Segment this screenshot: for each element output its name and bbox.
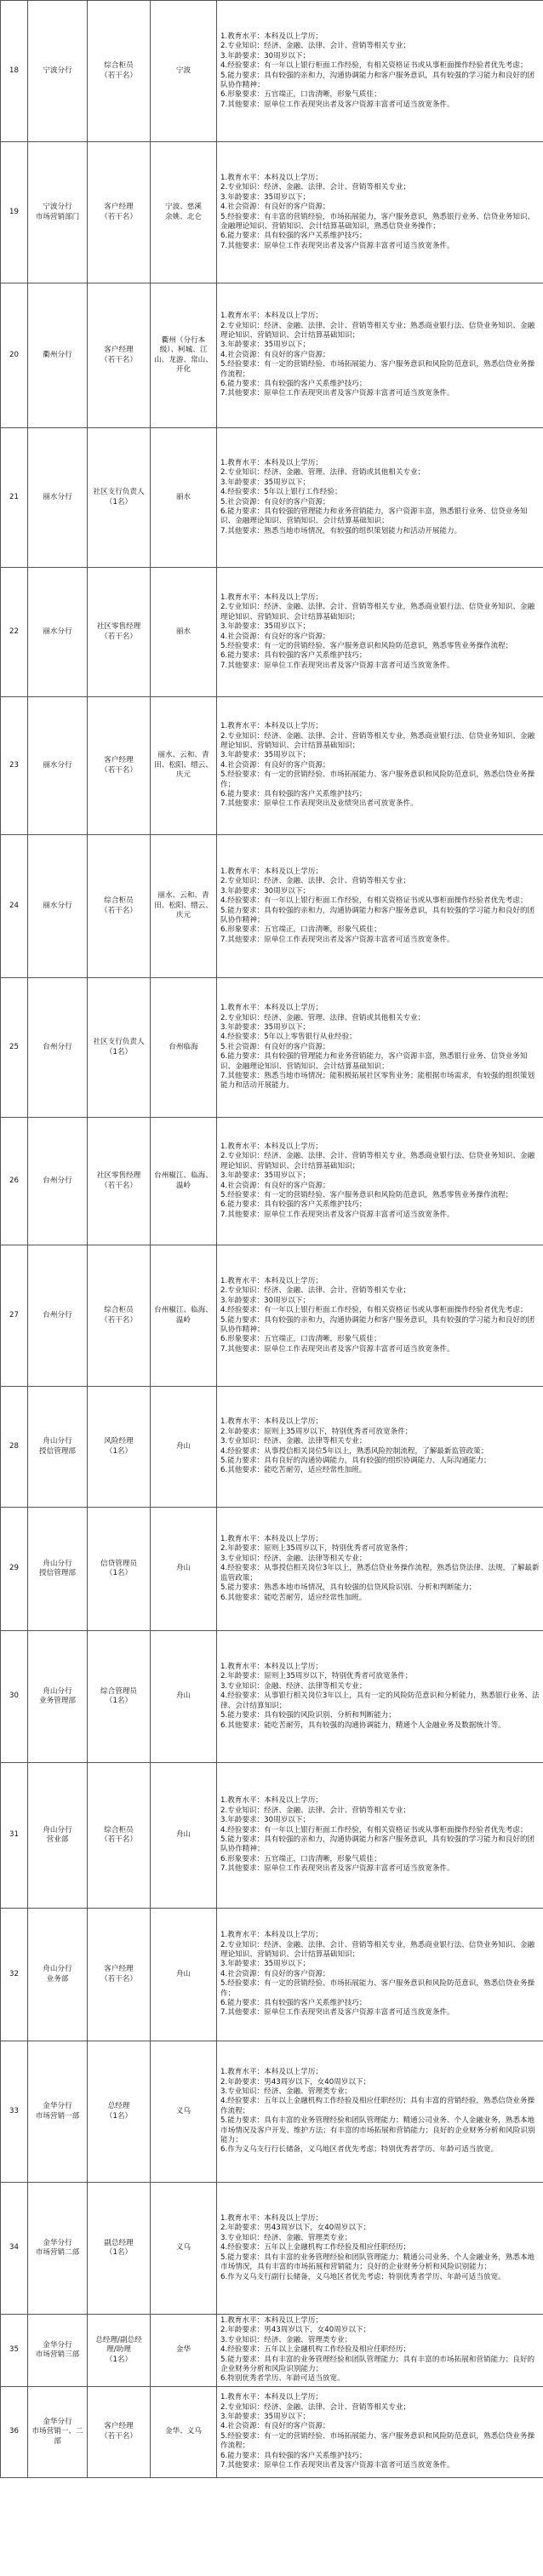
requirement-item: 3.年龄要求：30周岁以下；	[220, 51, 311, 60]
row-number: 19	[1, 142, 28, 283]
table-row	[1, 2386, 543, 2477]
requirement-item: 2.专业知识：经济、金融、管理、法律、营销或其他相关专业；	[220, 468, 426, 478]
work-location: 丽水、云和、青田、松阳、缙云、庆元	[151, 835, 217, 978]
requirement-item: 4.社会资源：有良好的客户资源；	[220, 760, 330, 770]
requirement-item: 5.能力要求：具有较强的风险识别、分析和判断能力；	[220, 1711, 396, 1720]
requirement-item: 1.教育水平：本科及以上学历；	[220, 1004, 323, 1013]
requirement-item: 5.能力要求：具有较强的亲和力，沟通协调能力和客户服务意识，具有较强的学习能力和良好的团队协作精神；	[220, 71, 535, 89]
requirement-item: 2.专业知识：经济、金融、法律、会计、营销等相关专业，熟悉商业银行法、信贷业务知识、金融理论知识、营销知识、会计结算基础知识；	[220, 603, 535, 621]
requirement-item: 1.教育水平：本科及以上学历；	[220, 2393, 323, 2402]
row-number: 21	[1, 428, 28, 568]
branch-name: 金华分行 市场营销一、二部	[28, 2386, 88, 2477]
requirements-cell	[217, 283, 543, 428]
requirement-item: 6.能力要求：具有较强的客户关系维护技巧；	[220, 1999, 367, 2008]
table-row	[1, 283, 543, 428]
requirement-item: 5.能力要求：具有较强的亲和力，沟通协调能力和客户服务意识，具有较强的学习能力和良好的团队协作精神；	[220, 1835, 535, 1854]
requirement-item: 1.教育水平：本科及以上学历；	[220, 1663, 323, 1672]
requirement-item: 2.专业知识：经济、金融、法律、会计、营销等相关专业；	[220, 1286, 411, 1296]
position-title: 客户经理 （若干名）	[88, 2386, 151, 2477]
requirement-item: 4.经验要求：5年以上银行工作经验；	[220, 488, 342, 497]
requirement-item: 1.教育水平：本科及以上学历；	[220, 1417, 323, 1427]
requirement-item: 3.年龄要求：35周岁以下；	[220, 751, 311, 760]
branch-name: 台州分行	[28, 978, 88, 1118]
requirement-item: 6.其他要求：能吃苦耐劳，适应经常性加班。	[220, 1593, 367, 1602]
requirement-item: 4.经验要求：有一年以上银行柜面工作经验，有相关资格证书或从事柜面操作经验者优先考虑；	[220, 1306, 528, 1315]
requirements-cell	[217, 1508, 543, 1631]
branch-name: 金华分行 市场营销三部	[28, 2315, 88, 2387]
position-title: 总经理/副总经理/助理 （1名）	[88, 2315, 151, 2387]
work-location: 金华、义乌	[151, 2386, 217, 2477]
requirement-item: 4.经验要求：有一年以上银行柜面工作经验，有相关资格证书或从事柜面操作经验者优先考虑；	[220, 896, 528, 906]
requirement-item: 4.社会资源：有良好的客户资源；	[220, 1969, 330, 1978]
position-title: 综合柜员 （若干名）	[88, 1245, 151, 1387]
requirement-item: 2.专业知识：经济、金融、法律、会计、营销等相关专业，熟悉商业银行法、信贷业务知识、金融理论知识、营销知识、会计结算基础知识；	[220, 1940, 535, 1959]
requirement-item: 1.教育水平：本科及以上学历；	[220, 458, 323, 467]
work-location: 丽水、云和、青田、松阳、缙云、庆元	[151, 697, 217, 835]
requirement-item: 4.经验要求：五年以上金融机构工作经验及相应任职经历；	[220, 2345, 411, 2355]
requirement-item: 2.专业知识：经济、金融、法律、会计、营销等相关专业，熟悉商业银行法、信贷业务知识、金融理论知识、营销知识、会计结算基础知识；	[220, 731, 535, 750]
branch-name: 丽水分行	[28, 697, 88, 835]
requirement-item: 6.其他要求：能吃苦耐劳，具有较强的沟通协调能力，精通个人金融业务及数据统计等。	[220, 1720, 506, 1730]
position-title: 社区零售经理 （若干名）	[88, 568, 151, 697]
requirement-item: 5.经验要求：有一定的营销经验、客户服务意识和风险防范意识，熟悉零售业务操作流程；	[220, 641, 513, 650]
row-number: 31	[1, 1763, 28, 1909]
recruitment-table-body	[1, 1, 543, 2478]
requirement-item: 6.能力要求：具有较强的管理能力和业务营销能力，客户资源丰富，熟悉银行业务、信贷业务知识、金融理论知识、营销知识、会计结算基础知识；	[220, 1052, 528, 1071]
requirement-item: 7.其他要求：原单位工作表现突出者及客户资源丰富者可适当放宽条件。	[220, 389, 454, 398]
requirement-item: 4.经验要求：从事授信相关岗位3年以上，熟悉信贷业务操作流程，熟悉信贷法律、法规，了解最新监管政策；	[220, 1564, 540, 1583]
work-location: 宁波	[151, 1, 217, 142]
requirement-item: 4.经验要求：从事授信相关岗位5年以上，熟悉风险控制流程，了解最新监管政策；	[220, 1446, 489, 1456]
requirement-item: 1.教育水平：本科及以上学历；	[220, 1931, 323, 1940]
work-location: 台州临海	[151, 978, 217, 1118]
requirements-cell	[217, 1118, 543, 1245]
requirement-item: 2.专业知识：经济、金融、管理、法律、营销或其他相关专业；	[220, 1013, 426, 1022]
requirement-item: 2.年龄要求：男43周岁以下，女40周岁以下；	[220, 2224, 371, 2233]
row-number: 36	[1, 2386, 28, 2477]
requirements-cell	[217, 2183, 543, 2315]
requirement-item: 7.其他要求：原单位工作表现突出者及客户资源丰富者可适当放宽条件。	[220, 2461, 454, 2470]
requirement-item: 6.形象要求：五官端正，口齿清晰，形象气质佳；	[220, 90, 381, 100]
requirement-item: 6.能力要求：具有较强的客户关系维护技巧；	[220, 380, 367, 389]
work-location: 舟山	[151, 1631, 217, 1763]
work-location: 丽水	[151, 428, 217, 568]
position-title: 总经理 （1名）	[88, 2041, 151, 2183]
requirement-item: 3.年龄要求：30周岁以下；	[220, 886, 311, 896]
requirement-item: 3.专业知识：经济、金融、法律等相关专业；	[220, 1437, 367, 1446]
requirement-item: 7.其他要求：熟悉当地市场情况；能积极拓展社区零售业务；能根据市场需求，有较强的组织策划能力和活动开展能力。	[220, 1072, 535, 1091]
branch-name: 丽水分行	[28, 428, 88, 568]
requirement-item: 5.能力要求：具有良好的沟通协调能力，具有较强的组织协调能力、人际沟通能力；	[220, 1456, 491, 1465]
work-location: 宁波、慈溪 余姚、北仑	[151, 142, 217, 283]
requirement-item: 5.能力要求：具有丰富的业务管理经验和团队管理能力；精通公司业务、个人金融业务，熟悉本地市场情况，具有丰富的市场拓展和营销能力；良好的企业财务分析和风险识别能力；	[220, 2253, 535, 2272]
table-row	[1, 142, 543, 283]
branch-name: 金华分行 市场营销一部	[28, 2041, 88, 2183]
requirement-item: 6.作为义乌支行副行长储备，义乌地区者优先考虑；特别优秀者学历、年龄可适当放宽。	[220, 2272, 506, 2281]
branch-name: 宁波分行	[28, 1, 88, 142]
branch-name: 丽水分行	[28, 568, 88, 697]
requirement-item: 6.能力要求：具有较强的客户关系维护技巧；	[220, 651, 367, 661]
table-row	[1, 2315, 543, 2387]
branch-name: 宁波分行 市场营销部门	[28, 142, 88, 283]
requirement-item: 4.经验要求：有一年以上银行柜面工作经验，有相关资格证书或从事柜面操作经验者优先考虑；	[220, 61, 528, 71]
requirement-item: 5.经验要求：有丰富的营销经验，市场拓展能力，客户服务意识，熟悉银行业务、信贷业务知识、金融理论知识、营销知识、会计结算基础知识，熟悉信贷业务操作；	[220, 212, 535, 231]
requirements-cell	[217, 1387, 543, 1508]
requirement-item: 7.其他要求：原单位工作表现突出及业绩突出者可放宽条件。	[220, 799, 418, 809]
requirement-item: 2.专业知识：经济、金融、法律、会计、营销等相关专业；	[220, 2402, 411, 2412]
requirement-item: 5.能力要求：具有丰富的业务管理经验和团队管理能力；精通公司业务、个人金融业务，熟悉本地市场情况及客户开发、维护方法；有丰富的市场拓展和营销能力；良好的企业财务分析和风险识别能力；	[220, 2116, 535, 2145]
branch-name: 金华分行 市场营销二部	[28, 2183, 88, 2315]
requirement-item: 4.经验要求：从事银行相关岗位3年以上，具有一定的风险防范意识和分析能力，熟悉银行业务、法律、会计结算知识；	[220, 1692, 540, 1710]
requirement-item: 5.社会资源：有良好的客户资源；	[220, 497, 330, 507]
requirement-item: 3.年龄要求：35周岁以下；	[220, 622, 311, 632]
work-location: 舟山	[151, 1508, 217, 1631]
row-number: 26	[1, 1118, 28, 1245]
work-location: 舟山	[151, 1763, 217, 1909]
requirements-cell	[217, 1763, 543, 1909]
requirement-item: 4.经验要求：有一年以上银行柜面工作经验，有相关资格证书或从事柜面操作经验者优先考虑；	[220, 1825, 528, 1835]
requirement-item: 1.教育水平：本科及以上学历；	[220, 312, 323, 321]
requirement-item: 2.年龄要求：原则上35周岁以下，特别优秀者可放宽条件；	[220, 1427, 413, 1436]
position-title: 综合柜员 （若干名）	[88, 835, 151, 978]
work-location: 台州椒江、临海、温岭	[151, 1118, 217, 1245]
requirements-cell	[217, 697, 543, 835]
table-row	[1, 568, 543, 697]
table-row	[1, 1508, 543, 1631]
requirement-item: 3.年龄要求：35周岁以下；	[220, 2413, 311, 2422]
requirement-item: 4.社会资源：有良好的客户资源；	[220, 2422, 330, 2431]
row-number: 34	[1, 2183, 28, 2315]
requirement-item: 3.年龄要求：35周岁以下；	[220, 192, 311, 202]
requirement-item: 5.经验要求：有一定的营销经验、客户服务意识和风险防范意识，熟悉零售业务操作流程；	[220, 1190, 513, 1199]
requirement-item: 5.社会资源：有良好的客户资源；	[220, 1042, 330, 1051]
position-title: 信贷管理员 （1名）	[88, 1508, 151, 1631]
work-location: 金华	[151, 2315, 217, 2387]
row-number: 27	[1, 1245, 28, 1387]
table-row	[1, 2183, 543, 2315]
requirement-item: 1.教育水平：本科及以上学历；	[220, 592, 323, 602]
table-row	[1, 978, 543, 1118]
table-row	[1, 697, 543, 835]
requirement-item: 3.年龄要求：35周岁以下；	[220, 478, 311, 487]
work-location: 舟山	[151, 1387, 217, 1508]
requirement-item: 2.专业知识：经济、金融、法律、会计、营销等相关专业；熟悉商业银行法、信贷业务知识、金融理论知识、营销知识、会计结算基础知识；	[220, 321, 535, 340]
row-number: 28	[1, 1387, 28, 1508]
requirement-item: 6.形象要求：五官端正，口齿清晰，形象气质佳；	[220, 925, 381, 935]
branch-name: 台州分行	[28, 1245, 88, 1387]
requirement-item: 4.经验要求：5年以上零售银行从业经验；	[220, 1033, 357, 1042]
requirement-item: 7.其他要求：原单位工作表现突出者及客户资源丰富者可适当放宽条件。	[220, 1344, 454, 1354]
requirement-item: 5.能力要求：具有丰富的业务管理经验和团队管理能力；具有丰富的市场拓展和营销能力；良好的企业财务分析和风险识别能力；	[220, 2355, 535, 2374]
branch-name: 台州分行	[28, 1118, 88, 1245]
position-title: 客户经理 （若干名）	[88, 1909, 151, 2041]
position-title: 综合柜员 （若干名）	[88, 1, 151, 142]
row-number: 33	[1, 2041, 28, 2183]
requirements-cell	[217, 568, 543, 697]
requirement-item: 4.经验要求：五年以上金融机构工作经验及相应任职经历；具有丰富的营销经验，熟悉信贷业务操作流程；	[220, 2097, 535, 2115]
requirement-item: 2.年龄要求：男43周岁以下，女40周岁以下；	[220, 2077, 371, 2087]
requirement-item: 2.专业知识：经济、金融、法律、会计、营销等相关专业；	[220, 877, 411, 886]
requirement-item: 1.教育水平：本科及以上学历；	[220, 31, 323, 41]
requirements-cell	[217, 835, 543, 978]
row-number: 20	[1, 283, 28, 428]
requirement-item: 1.教育水平：本科及以上学历；	[220, 1276, 323, 1285]
position-title: 客户经理 （若干名）	[88, 697, 151, 835]
requirements-cell	[217, 1245, 543, 1387]
work-location: 丽水	[151, 568, 217, 697]
position-title: 风险经理 （1名）	[88, 1387, 151, 1508]
requirement-item: 7.其他要求：原单位工作表现突出者及客户资源丰富者可适当放宽条件。	[220, 1864, 454, 1874]
requirement-item: 1.教育水平：本科及以上学历；	[220, 173, 323, 182]
branch-name: 舟山分行 授信管理部	[28, 1508, 88, 1631]
table-row	[1, 428, 543, 568]
work-location: 衢州（分行本级）、柯城、江山、龙游、常山、开化	[151, 283, 217, 428]
requirement-item: 4.社会资源：有良好的客户资源；	[220, 632, 330, 641]
requirement-item: 3.年龄要求：30周岁以下；	[220, 1296, 311, 1305]
table-row	[1, 2041, 543, 2183]
position-title: 综合柜员 （若干名）	[88, 1763, 151, 1909]
requirement-item: 2.年龄要求：原则上35周岁以下，特别优秀者可放宽条件；	[220, 1544, 413, 1554]
requirement-item: 7.其他要求：原单位工作表现突出者及客户资源丰富者可适当放宽条件。	[220, 2008, 454, 2018]
table-row	[1, 1, 543, 142]
requirement-item: 1.教育水平：本科及以上学历；	[220, 722, 323, 731]
requirement-item: 6.其他要求：能吃苦耐劳，适应经常性加班。	[220, 1466, 367, 1475]
requirement-item: 2.专业知识：经济、金融、法律、会计、营销等相关专业，熟悉商业银行法、信贷业务知识、金融理论知识、营销知识、会计结算基础知识；	[220, 1152, 535, 1171]
requirement-item: 7.其他要求：原单位工作表现突出者及客户资源丰富者可适当放宽条件。	[220, 1210, 454, 1219]
requirement-item: 7.其他要求：原单位工作表现突出者及客户资源丰富者可适当放宽条件。	[220, 241, 454, 250]
row-number: 29	[1, 1508, 28, 1631]
requirement-item: 2.专业知识：经济、金融、法律、会计、营销等相关专业；	[220, 42, 411, 51]
requirement-item: 5.经验要求：有一定的营销经验、市场拓展能力、客户服务意识和风险防范意识，熟悉信贷业务操作；	[220, 770, 535, 789]
requirement-item: 3.专业知识：经济、金融、管理类专业；	[220, 2087, 352, 2096]
requirement-item: 3.年龄要求：30周岁以下；	[220, 1816, 311, 1825]
requirement-item: 3.专业知识：经济、金融、管理类专业；	[220, 2233, 352, 2242]
table-row	[1, 1387, 543, 1508]
branch-name: 舟山分行 营业部	[28, 1763, 88, 1909]
requirement-item: 6.能力要求：具有较强的客户关系维护技巧；	[220, 2451, 367, 2460]
table-row	[1, 1631, 543, 1763]
requirement-item: 2.年龄要求：男43周岁以下，女40周岁以下；	[220, 2326, 371, 2335]
requirement-item: 3.专业知识：经济、金融、管理类专业；	[220, 2335, 352, 2344]
requirement-item: 7.其他要求：原单位工作表现突出者及客户资源丰富者可适当放宽条件。	[220, 100, 454, 109]
requirement-item: 2.年龄要求：原则上35周岁以下，特别优秀者可放宽条件；	[220, 1672, 413, 1681]
requirement-item: 3.专业知识：金融、经济、法律等相关专业；	[220, 1681, 367, 1691]
requirement-item: 7.其他要求：原单位工作表现突出者及客户资源丰富者可适当放宽条件。	[220, 661, 454, 670]
work-location: 舟山	[151, 1909, 217, 2041]
requirements-cell	[217, 2315, 543, 2387]
requirement-item: 6.能力要求：具有较强的客户关系维护技巧；	[220, 232, 367, 241]
branch-name: 丽水分行	[28, 835, 88, 978]
work-location: 义乌	[151, 2041, 217, 2183]
position-title: 社区支行负责人 （1名）	[88, 978, 151, 1118]
requirement-item: 5.经验要求：有一定的营销经验、市场拓展能力、客户服务意识和风险防范意识，熟悉信贷业务操作流程；	[220, 360, 535, 379]
requirement-item: 3.年龄要求：35周岁以下；	[220, 1171, 311, 1181]
position-title: 客户经理 （若干名）	[88, 142, 151, 283]
requirement-item: 4.社会资源：有良好的客户资源；	[220, 350, 330, 359]
requirement-item: 6.形象要求：五官端正，口齿清晰，形象气质佳；	[220, 1854, 381, 1863]
position-title: 客户经理 （若干名）	[88, 283, 151, 428]
work-location: 义乌	[151, 2183, 217, 2315]
requirements-cell	[217, 142, 543, 283]
requirement-item: 6.能力要求：具有较强的客户关系维护技巧；	[220, 790, 367, 799]
requirement-item: 2.专业知识：经济、金融、法律、会计、营销等相关专业；	[220, 183, 411, 192]
requirement-item: 5.能力要求：熟悉本地市场情况，具有较强的信贷风险识别、分析和判断能力；	[220, 1583, 477, 1593]
requirement-item: 7.其他要求：熟悉当地市场情况，有较强的组织策划能力和活动开展能力。	[220, 526, 462, 535]
requirements-cell	[217, 2041, 543, 2183]
requirement-item: 1.教育水平：本科及以上学历；	[220, 1796, 323, 1806]
row-number: 35	[1, 2315, 28, 2387]
requirement-item: 4.社会资源：有良好的客户资源；	[220, 203, 330, 212]
requirements-cell	[217, 1631, 543, 1763]
requirement-item: 1.教育水平：本科及以上学历；	[220, 2068, 323, 2077]
requirement-item: 6.特别优秀者学历、年龄可适当放宽。	[220, 2374, 345, 2384]
requirement-item: 3.年龄要求：35周岁以下；	[220, 341, 311, 350]
position-title: 社区支行负责人 （1名）	[88, 428, 151, 568]
position-title: 副总经理 （1名）	[88, 2183, 151, 2315]
row-number: 25	[1, 978, 28, 1118]
branch-name: 舟山分行 业务部	[28, 1909, 88, 2041]
requirement-item: 6.能力要求：具有较强的管理能力和业务营销能力，客户资源丰富，熟悉银行业务、信贷业务知识、金融理论知识、营销知识、会计结算基础知识；	[220, 507, 528, 526]
requirements-cell	[217, 2386, 543, 2477]
table-row	[1, 1763, 543, 1909]
row-number: 32	[1, 1909, 28, 2041]
row-number: 30	[1, 1631, 28, 1763]
table-row	[1, 1909, 543, 2041]
requirement-item: 6.形象要求：五官端正，口齿清晰，形象气质佳；	[220, 1335, 381, 1344]
requirement-item: 2.专业知识：经济、金融、法律、会计、营销等相关专业；	[220, 1806, 411, 1815]
branch-name: 舟山分行 授信管理部	[28, 1387, 88, 1508]
requirement-item: 6.能力要求：具有较强的客户关系维护技巧；	[220, 1200, 367, 1210]
requirement-item: 3.年龄要求：35周岁以下；	[220, 1960, 311, 1969]
table-row	[1, 1118, 543, 1245]
requirements-cell	[217, 1909, 543, 2041]
requirements-cell	[217, 428, 543, 568]
requirements-cell	[217, 1, 543, 142]
row-number: 22	[1, 568, 28, 697]
requirement-item: 1.教育水平：本科及以上学历；	[220, 2214, 323, 2224]
requirement-item: 3.专业知识：经济、金融、法律等相关专业；	[220, 1554, 367, 1563]
table-row	[1, 1245, 543, 1387]
work-location: 台州椒江、临海、温岭	[151, 1245, 217, 1387]
requirement-item: 1.教育水平：本科及以上学历；	[220, 1142, 323, 1151]
branch-name: 舟山分行 业务管理部	[28, 1631, 88, 1763]
requirement-item: 3.年龄要求：35周岁以下；	[220, 1022, 311, 1032]
requirement-item: 5.经验要求：有一定的营销经验、市场拓展能力、客户服务意识和风险防范意识，熟悉信贷业务操作流程；	[220, 2431, 535, 2451]
requirement-item: 6.作为义乌支行行长储备，义乌地区者优先考虑；特别优秀者学历、年龄可适当放宽。	[220, 2145, 499, 2155]
requirement-item: 1.教育水平：本科及以上学历；	[220, 1535, 323, 1544]
requirement-item: 4.社会资源：有良好的客户资源；	[220, 1181, 330, 1190]
requirement-item: 5.能力要求：具有较强的亲和力，沟通协调能力和客户服务意识，具有较强的学习能力和良好的团队协作精神；	[220, 906, 535, 924]
position-title: 综合管理员 （1名）	[88, 1631, 151, 1763]
row-number: 23	[1, 697, 28, 835]
table-row	[1, 835, 543, 978]
position-title: 社区零售经理 （若干名）	[88, 1118, 151, 1245]
requirement-item: 5.能力要求：具有较强的亲和力，沟通协调能力和客户服务意识，具有较强的学习能力和良好的团队协作精神；	[220, 1315, 535, 1334]
requirements-cell	[217, 978, 543, 1118]
requirement-item: 5.经验要求：有一定的营销经验、市场拓展能力、客户服务意识和风险防范意识，熟悉信贷业务操作；	[220, 1979, 535, 1998]
branch-name: 衢州分行	[28, 283, 88, 428]
requirement-item: 4.经验要求：五年以上金融机构工作经验及相应任职经历；	[220, 2243, 411, 2253]
row-number: 18	[1, 1, 28, 142]
requirement-item: 1.教育水平：本科及以上学历；	[220, 2316, 323, 2325]
row-number: 24	[1, 835, 28, 978]
requirement-item: 7.其他要求：原单位工作表现突出者及客户资源丰富者可适当放宽条件。	[220, 935, 454, 944]
requirement-item: 1.教育水平：本科及以上学历；	[220, 867, 323, 876]
